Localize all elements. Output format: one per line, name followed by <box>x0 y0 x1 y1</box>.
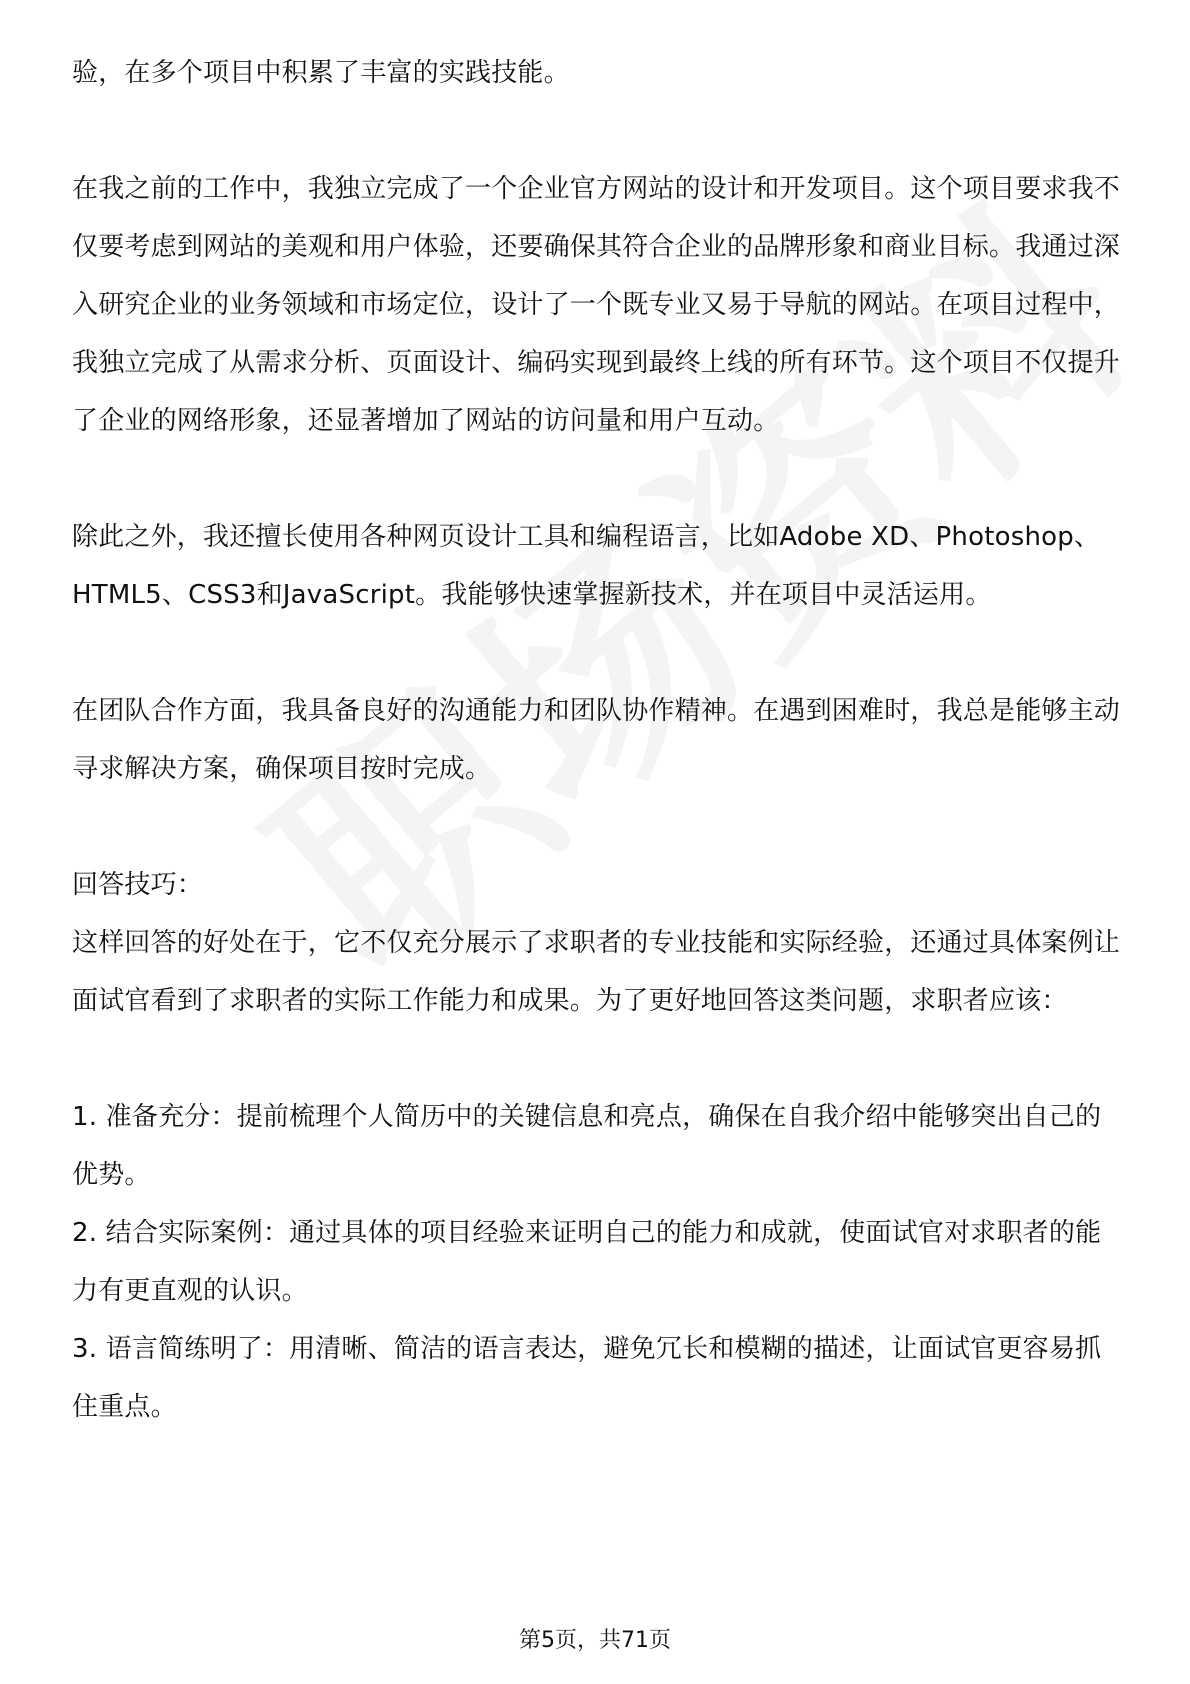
section-heading-answer-tips: 回答技巧： <box>72 870 204 900</box>
paragraph-teamwork: 在团队合作方面，我具备良好的沟通能力和团队协作精神。在遇到困难时，我总是能够主动寻求解决方案，确保项目按时完成。 <box>72 696 1121 784</box>
paragraph-gap <box>72 624 1122 682</box>
list-item-2: 2. 结合实际案例：通过具体的项目经验来证明自己的能力和成就，使面试官对求职者的能力有更直观的认识。 <box>72 1218 1102 1306</box>
paragraph-answer-benefits: 这样回答的好处在于，它不仅充分展示了求职者的专业技能和实际经验，还通过具体案例让面试官看到了求职者的实际工作能力和成果。为了更好地回答这类问题，求职者应该： <box>72 928 1121 1016</box>
list-item-1: 1. 准备充分：提前梳理个人简历中的关键信息和亮点，确保在自我介绍中能够突出自己的优势。 <box>72 1102 1102 1190</box>
paragraph-project-experience: 在我之前的工作中，我独立完成了一个企业官方网站的设计和开发项目。这个项目要求我不仅要考虑到网站的美观和用户体验，还要确保其符合企业的品牌形象和商业目标。我通过深入研究企业的业务领域和市场定位，设计了一个既专业又易于导航的网站。在项目过程中，我独立完成了从需求分析、页面设计、编码实现到最终上线的所有环节。这个项目不仅提升了企业的网络形象，还显著增加了网站的访问量和用户互动。 <box>72 174 1121 436</box>
page-number-footer: 第5页，共71页 <box>519 1628 671 1653</box>
list-item-3: 3. 语言简练明了：用清晰、简洁的语言表达，避免冗长和模糊的描述，让面试官更容易抓住重点。 <box>72 1334 1102 1422</box>
paragraph-tools-skills: 除此之外，我还擅长使用各种网页设计工具和编程语言，比如Adobe XD、Photoshop、HTML5、CSS3和JavaScript。我能够快速掌握新技术，并在项目中灵活运用。 <box>72 522 1101 610</box>
paragraph-gap <box>72 450 1122 508</box>
paragraph-gap <box>72 102 1122 160</box>
paragraph-gap <box>72 798 1122 856</box>
paragraph-gap <box>72 1030 1122 1088</box>
document-body <box>72 44 1122 1436</box>
paragraph-intro-continuation: 验，在多个项目中积累了丰富的实践技能。 <box>72 58 570 88</box>
